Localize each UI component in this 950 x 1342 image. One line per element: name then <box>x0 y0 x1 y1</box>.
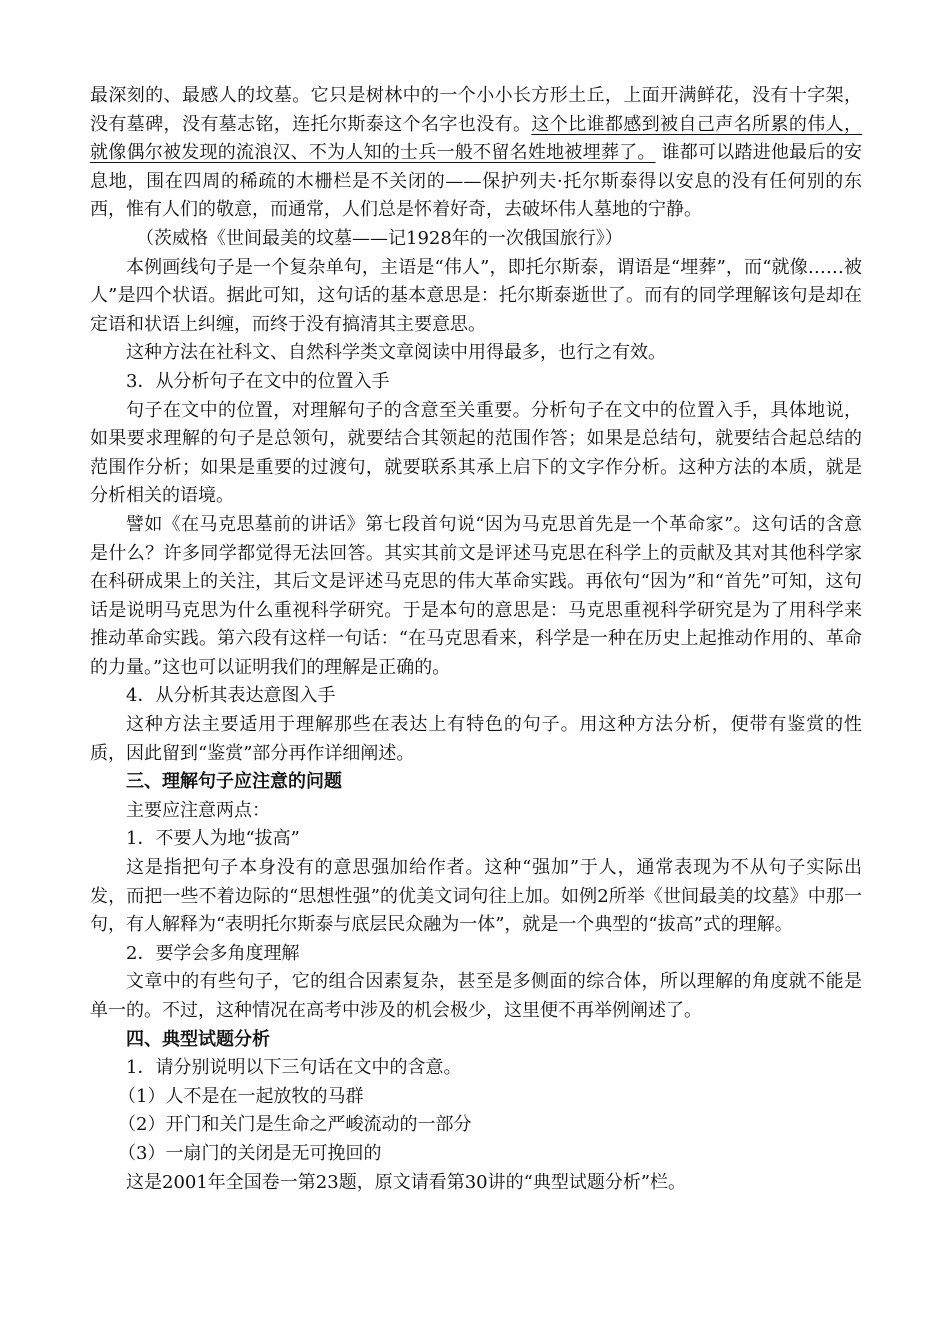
subheading: 3．从分析句子在文中的位置入手 <box>126 370 390 392</box>
question-item: （3）一扇门的关闭是无可挽回的 <box>118 1142 382 1164</box>
question-item: （1）人不是在一起放牧的马群 <box>118 1085 364 1107</box>
source-citation: （茨威格《世间最美的坟墓——记1928年的一次俄国旅行》） <box>136 227 623 249</box>
paragraph-text: 最深刻的、最感人的坟墓。它只是树林中的一个小小长方形土丘，上面开满鲜花，没有十字架，没有墓碑，没有墓志铭，连托尔斯泰这个名字也没有。 <box>90 85 862 135</box>
subheading: 4．从分析其表达意图入手 <box>126 685 336 707</box>
section-heading: 四、典型试题分析 <box>126 1028 270 1050</box>
paragraph: 这种方法在社科文、自然科学类文章阅读中用得最多，也行之有效。 <box>126 342 666 364</box>
paragraph: 譬如《在马克思墓前的讲话》第七段首句说“因为马克思首先是一个革命家”。这句话的含意是什么？许多同学都觉得无法回答。其实其前文是评述马克思在科学上的贡献及其对其他科学家在科研成果上的关注，其后文是评述马克思的伟大革命实践。再依句“因为”和“首先”可知，这句话是说明马克思为什么重视科学研究。于是本句的意思是：马克思重视科学研究是为了用科学来推动革命实践。第六段有这样一句话：“在马克思看来，科学是一种在历史上起推动作用的、革命的力量。”这也可以证明我们的理解是正确的。 <box>90 513 862 678</box>
paragraph: 本例画线句子是一个复杂单句，主语是“伟人”，即托尔斯泰，谓语是“埋葬”，而“就像……被人”是四个状语。据此可知，这句话的基本意思是：托尔斯泰逝世了。而有的同学理解该句是却在定语和状语上纠缠，而终于没有搞清其主要意思。 <box>90 256 862 335</box>
paragraph: 这是指把句子本身没有的意思强加给作者。这种“强加”于人，通常表现为不从句子实际出发，而把一些不着边际的“思想性强”的优美文词句往上加。如例2所举《世间最美的坟墓》中那一句，有人解释为“表明托尔斯泰与底层民众融为一体”，就是一个典型的“拔高”式的理解。 <box>90 857 862 936</box>
paragraph: 句子在文中的位置，对理解句子的含意至关重要。分析句子在文中的位置入手，具体地说，如果要求理解的句子是总领句，就要结合其领起的范围作答；如果是总结句，就要结合起总结的范围作分析；如果是重要的过渡句，就要联系其承上启下的文字作分析。这种方法的本质，就是分析相关的语境。 <box>90 399 862 507</box>
paragraph: 这是2001年全国卷一第23题，原文请看第30讲的“典型试题分析”栏。 <box>126 1171 687 1193</box>
paragraph <box>90 82 862 225</box>
paragraph: 文章中的有些句子，它的组合因素复杂，甚至是多侧面的综合体，所以理解的角度就不能是单一的。不过，这种情况在高考中涉及的机会极少，这里便不再举例阐述了。 <box>90 971 862 1021</box>
document-page <box>90 82 862 1197</box>
underlined-sentence: 这个比谁都感到被自己声名所累的伟人，就像偶尔被发现的流浪汉、不为人知的士兵一般不留名姓地被埋葬了。 <box>90 113 863 164</box>
subheading: 2．要学会多角度理解 <box>126 942 300 964</box>
section-heading: 三、理解句子应注意的问题 <box>126 771 342 793</box>
question-item: （2）开门和关门是生命之严峻流动的一部分 <box>118 1114 472 1136</box>
paragraph: 主要应注意两点： <box>126 799 270 821</box>
paragraph: 这种方法主要适用于理解那些在表达上有特色的句子。用这种方法分析，便带有鉴赏的性质，因此留到“鉴赏”部分再作详细阐述。 <box>90 714 862 764</box>
question: 1．请分别说明以下三句话在文中的含意。 <box>126 1057 462 1079</box>
paragraph-text: 谁都可以踏进他最后的安息地，围在四周的稀疏的木栅栏是不关闭的——保护列夫·托尔斯泰得以安息的没有任何别的东西，惟有人们的敬意，而通常，人们总是怀着好奇，去破坏伟人墓地的宁静。 <box>90 142 862 221</box>
subheading: 1．不要人为地“拔高” <box>126 828 300 850</box>
